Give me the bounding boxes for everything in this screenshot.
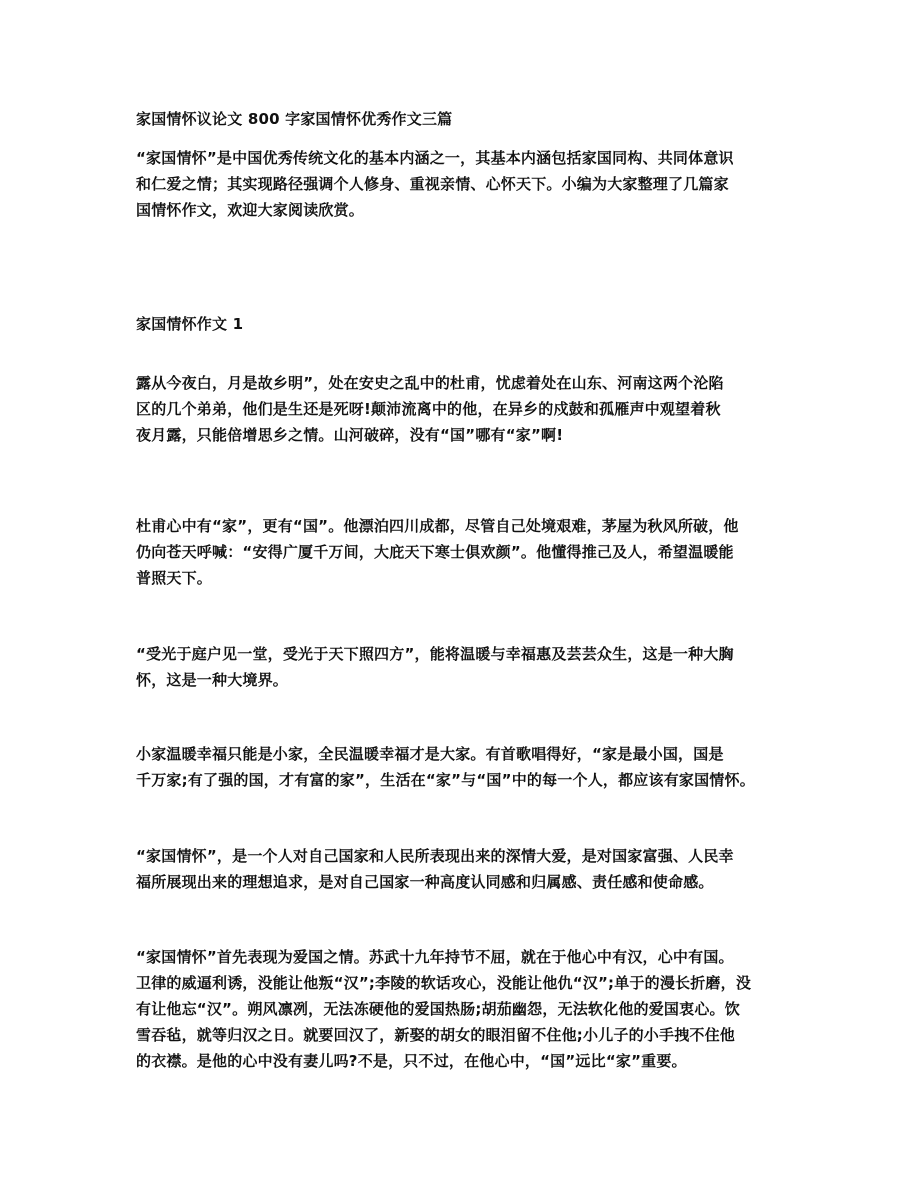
paragraph-line: 千万家;有了强的国，才有富的家”，生活在“家”与“国”中的每一个人，都应该有家国情怀。	[136, 771, 755, 789]
paragraph-line: 的衣襟。是他的心中没有妻儿吗?不是，只不过，在他心中，“国”远比“家”重要。	[136, 1052, 687, 1070]
paragraph-line: “家国情怀”，是一个人对自己国家和人民所表现出来的深情大爱，是对国家富强、人民幸	[136, 847, 734, 865]
paragraph-3	[136, 641, 786, 693]
paragraph-2	[136, 513, 786, 591]
paragraph-line: 仍向苍天呼喊：“安得广厦千万间，大庇天下寒士俱欢颜”。他懂得推己及人，希望温暖能	[136, 543, 734, 561]
section-heading	[136, 311, 786, 337]
title-line: 家国情怀议论文 800 字家国情怀优秀作文三篇	[136, 110, 453, 128]
paragraph-line: 小家温暖幸福只能是小家，全民温暖幸福才是大家。有首歌唱得好，“家是最小国，国是	[136, 745, 724, 763]
paragraph-line: 夜月露，只能倍增思乡之情。山河破碎，没有“国”哪有“家”啊!	[136, 426, 564, 444]
paragraph-line: 怀，这是一种大境界。	[136, 671, 289, 689]
paragraph-line: 普照天下。	[136, 569, 213, 587]
paragraph-line: “受光于庭户见一堂，受光于天下照四方”，能将温暖与幸福惠及芸芸众生，这是一种大胸	[136, 645, 734, 663]
paragraph-line: 和仁爱之情；其实现路径强调个人修身、重视亲情、心怀天下。小编为大家整理了几篇家	[136, 175, 729, 193]
paragraph-line: 杜甫心中有“家”，更有“国”。他漂泊四川成都，尽管自己处境艰难，茅屋为秋风所破，他	[136, 517, 739, 535]
document-title	[136, 106, 786, 132]
paragraph-line: 卫律的威逼利诱，没能让他叛“汉”;李陵的软话攻心，没能让他仇“汉”;单于的漫长折磨，没	[136, 974, 752, 992]
paragraph-line: 区的几个弟弟，他们是生还是死呀!颠沛流离中的他，在异乡的戍鼓和孤雁声中观望着秋	[136, 400, 721, 418]
paragraph-line: “家国情怀”首先表现为爱国之情。苏武十九年持节不屈，就在于他心中有汉，心中有国。	[136, 948, 734, 966]
paragraph-line: 露从今夜白，月是故乡明”，处在安史之乱中的杜甫，忧虑着处在山东、河南这两个沦陷	[136, 374, 724, 392]
paragraph-line: “家国情怀”是中国优秀传统文化的基本内涵之一，其基本内涵包括家国同构、共同体意识	[136, 149, 734, 167]
paragraph-line: 国情怀作文，欢迎大家阅读欣赏。	[136, 201, 365, 219]
paragraph-line: 福所展现出来的理想追求，是对自己国家一种高度认同感和归属感、责任感和使命感。	[136, 873, 714, 891]
paragraph-6	[136, 944, 786, 1074]
heading-line: 家国情怀作文 1	[136, 315, 244, 333]
intro-paragraph	[136, 145, 786, 223]
paragraph-1	[136, 370, 786, 448]
paragraph-line: 雪吞毡，就等归汉之日。就要回汉了，新娶的胡女的眼泪留不住他;小儿子的小手拽不住他	[136, 1026, 736, 1044]
paragraph-5	[136, 843, 786, 895]
paragraph-4	[136, 741, 786, 793]
paragraph-line: 有让他忘“汉”。朔风凛冽，无法冻硬他的爱国热肠;胡茄幽怨，无法软化他的爱国衷心。饮	[136, 1000, 740, 1018]
